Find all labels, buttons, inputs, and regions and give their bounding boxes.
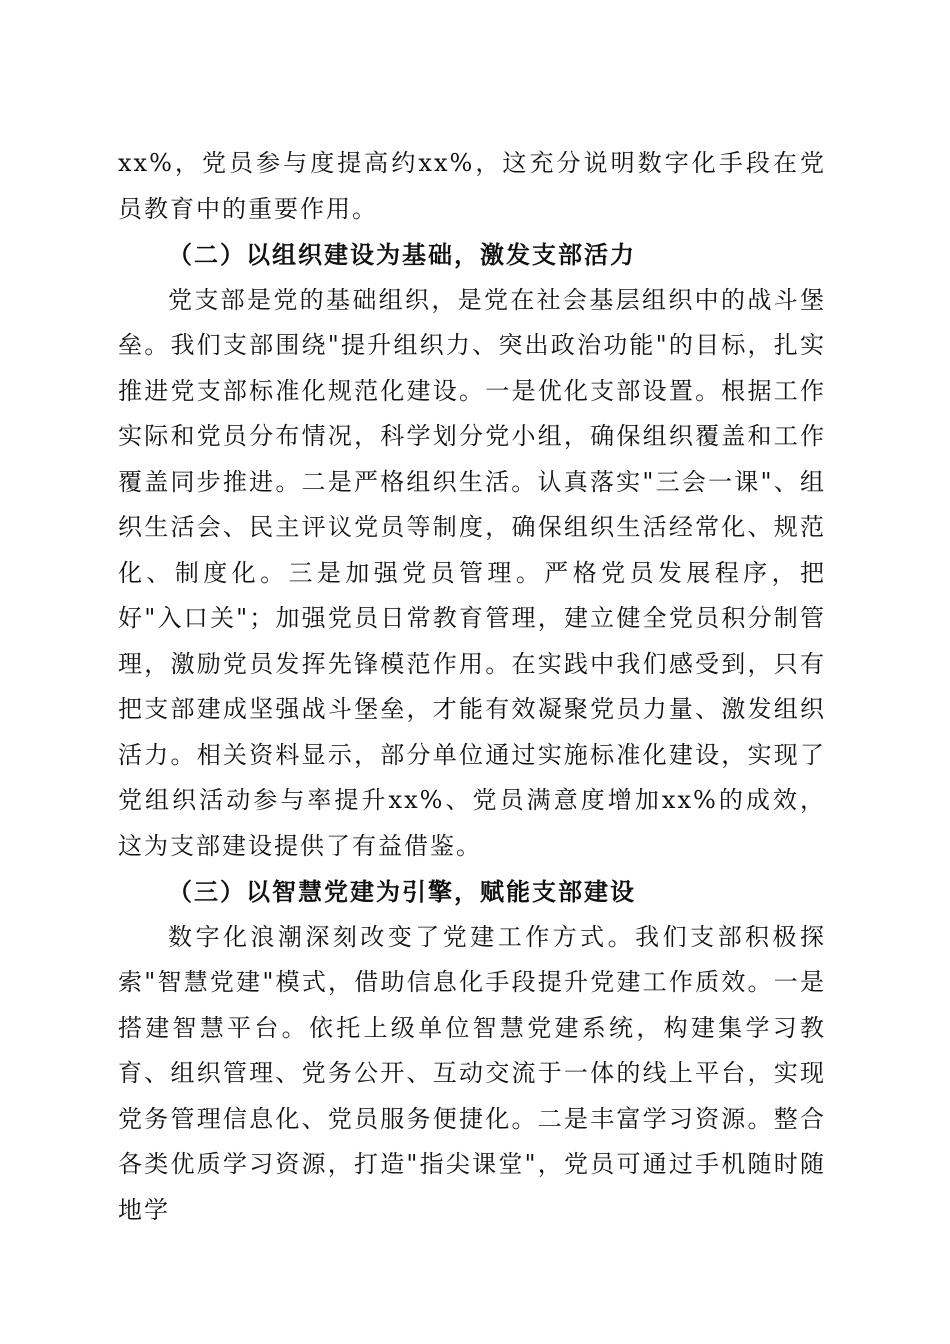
paragraph-continuation: xx%，党员参与度提高约xx%，这充分说明数字化手段在党员教育中的重要作用。 [118,149,826,223]
document-body [118,141,826,1233]
section-heading-2: （二）以组织建设为基础，激发支部活力 [168,240,636,269]
section-heading-3: （三）以智慧党建为引擎，赋能支部建设 [168,877,636,906]
paragraph-smart-party: 数字化浪潮深刻改变了党建工作方式。我们支部积极探索"智慧党建"模式，借助信息化手段提升党建工作质效。一是搭建智慧平台。依托上级单位智慧党建系统，构建集学习教育、组织管理、党务公开、互动交流于一体的线上平台，实现党务管理信息化、党员服务便捷化。二是丰富学习资源。整合各类优质学习资源，打造"指尖课堂"，党员可通过手机随时随地学 [118,922,826,1224]
paragraph-organization: 党支部是党的基础组织，是党在社会基层组织中的战斗堡垒。我们支部围绕"提升组织力、突出政治功能"的目标，扎实推进党支部标准化规范化建设。一是优化支部设置。根据工作实际和党员分布情况，科学划分党小组，确保组织覆盖和工作覆盖同步推进。二是严格组织生活。认真落实"三会一课"、组织生活会、民主评议党员等制度，确保组织生活经常化、规范化、制度化。三是加强党员管理。严格党员发展程序，把好"入口关"；加强党员日常教育管理，建立健全党员积分制管理，激励党员发挥先锋模范作用。在实践中我们感受到，只有把支部建成坚强战斗堡垒，才能有效凝聚党员力量、激发组织活力。相关资料显示，部分单位通过实施标准化建设，实现了党组织活动参与率提升xx%、党员满意度增加xx%的成效，这为支部建设提供了有益借鉴。 [118,285,826,860]
